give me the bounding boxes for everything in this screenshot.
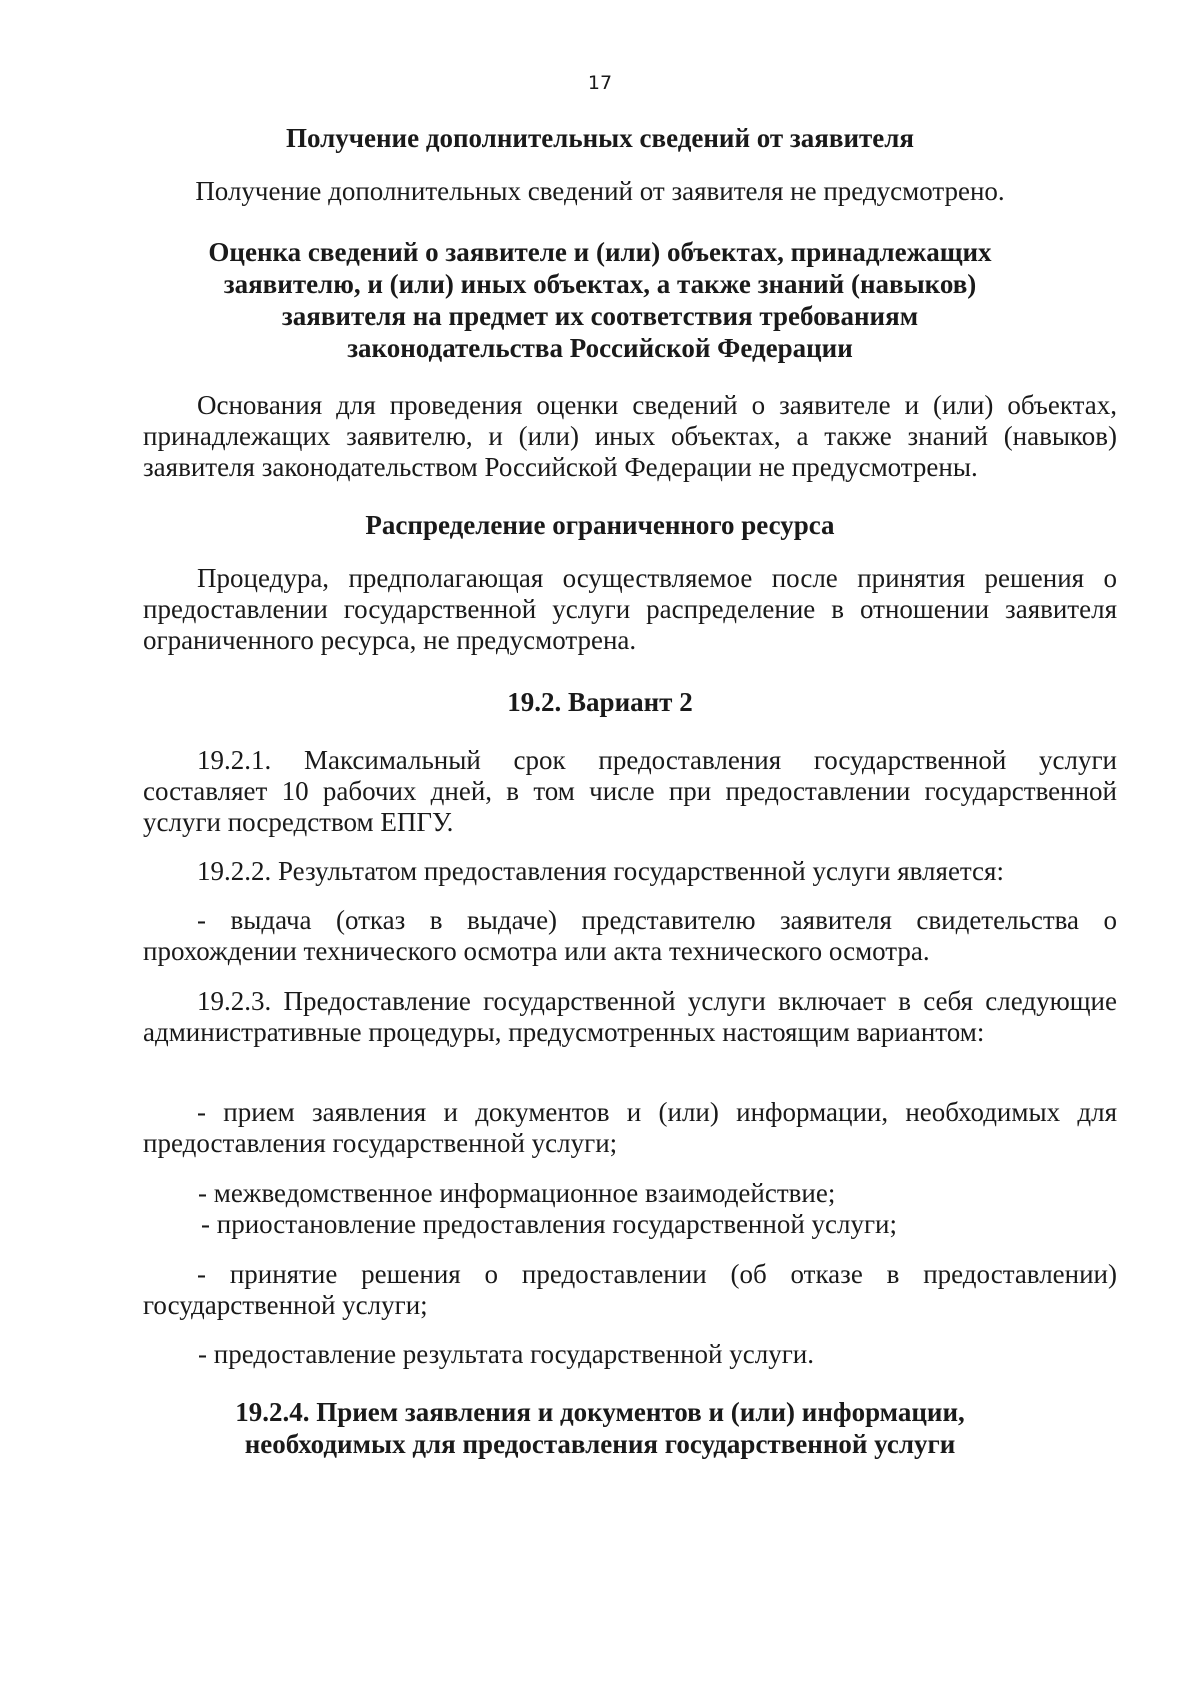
paragraph: 19.2.3. Предоставление государственной услуги включает в себя следующие административные процедуры, предусмотренных настоящим вариантом:: [143, 986, 1117, 1047]
paragraph: 19.2.2. Результатом предоставления государственной услуги является:: [197, 856, 1004, 886]
paragraph: Получение дополнительных сведений от заявителя не предусмотрено.: [195, 176, 1005, 206]
paragraph: Процедура, предполагающая осуществляемое после принятия решения о предоставлении государственной услуги распределение в отношении заявителя ограниченного ресурса, не предусмотрена.: [143, 563, 1117, 655]
list-item: - предоставление результата государственной услуги.: [198, 1339, 814, 1369]
list-item: - выдача (отказ в выдаче) представителю заявителя свидетельства о прохождении технического осмотра или акта технического осмотра.: [143, 905, 1117, 966]
section-heading: [0, 236, 1200, 364]
section-heading: Распределение ограниченного ресурса: [365, 510, 835, 540]
list-item: - принятие решения о предоставлении (об отказе в предоставлении) государственной услуги;: [143, 1259, 1117, 1320]
paragraph: 19.2.1. Максимальный срок предоставления государственной услуги составляет 10 рабочих дней, в том числе при предоставлении государственной услуги посредством ЕПГУ.: [143, 745, 1117, 837]
page-number: 17: [587, 72, 613, 94]
section-heading: Получение дополнительных сведений от заявителя: [285, 123, 915, 153]
paragraph: Основания для проведения оценки сведений о заявителе и (или) объектах, принадлежащих заявителю, и (или) иных объектах, а также знаний (навыков) заявителя законодательством Российской Федерации не предусмотрены.: [143, 390, 1117, 482]
heading-line: 19.2.4. Прием заявления и документов и (или) информации,: [235, 1397, 965, 1427]
list-item: - прием заявления и документов и (или) информации, необходимых для предоставления государственной услуги;: [143, 1097, 1117, 1158]
heading-line: заявителю, и (или) иных объектах, а также знаний (навыков): [223, 269, 977, 299]
heading-line: заявителя на предмет их соответствия требованиям: [281, 301, 919, 331]
heading-line: законодательства Российской Федерации: [347, 333, 853, 363]
heading-line: необходимых для предоставления государственной услуги: [244, 1429, 956, 1459]
list-item: - приостановление предоставления государственной услуги;: [201, 1209, 898, 1239]
section-heading: [0, 1396, 1200, 1460]
section-heading: 19.2. Вариант 2: [507, 687, 693, 717]
heading-line: Оценка сведений о заявителе и (или) объектах, принадлежащих: [208, 237, 992, 267]
list-item: - межведомственное информационное взаимодействие;: [198, 1178, 836, 1208]
